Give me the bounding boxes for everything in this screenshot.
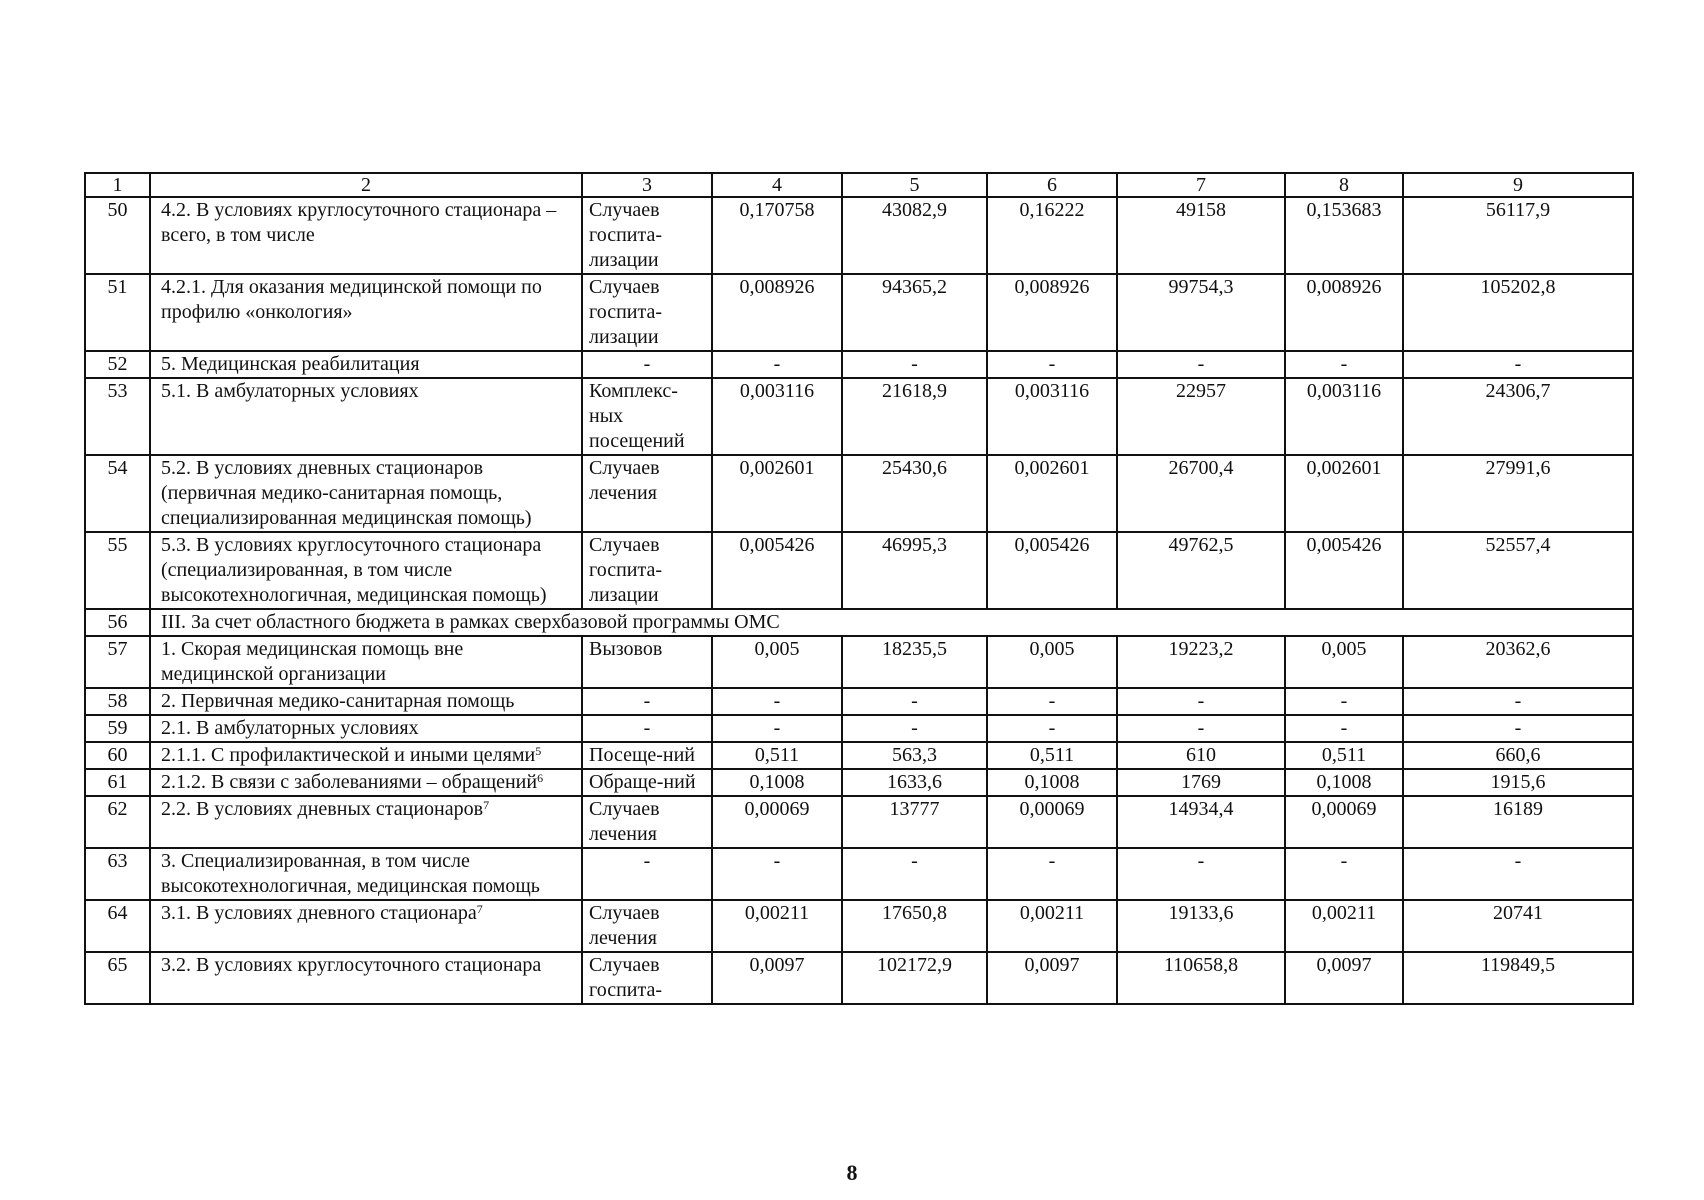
row-name-text: 2.1.2. В связи с заболеваниями – обращений <box>161 771 538 793</box>
row-number: 59 <box>85 715 150 742</box>
value-cell-col5: 17650,8 <box>842 900 987 952</box>
value-cell-col7: 99754,3 <box>1117 274 1285 351</box>
value-cell-col8: 0,511 <box>1285 742 1403 769</box>
row-number: 60 <box>85 742 150 769</box>
row-name-text: 3. Специализированная, в том числе высокотехнологичная, медицинская помощь <box>161 850 540 897</box>
row-number: 55 <box>85 532 150 609</box>
table-row <box>85 900 1633 952</box>
value-cell-col9: 56117,9 <box>1403 197 1633 274</box>
row-name-text: 5.3. В условиях круглосуточного стационара (специализированная, в том числе высокотехнологичная, медицинская помощь) <box>161 534 547 606</box>
value-cell-col5: - <box>842 351 987 378</box>
column-header-8: 8 <box>1285 173 1403 197</box>
value-cell-col8: 0,008926 <box>1285 274 1403 351</box>
value-cell-col4: 0,002601 <box>712 455 842 532</box>
footnote-marker: 7 <box>483 798 490 812</box>
value-cell-col4: 0,003116 <box>712 378 842 455</box>
table-row <box>85 769 1633 796</box>
value-cell-col7: - <box>1117 351 1285 378</box>
row-number: 57 <box>85 636 150 688</box>
value-cell-col6: 0,16222 <box>987 197 1117 274</box>
unit-cell: Случаев лечения <box>582 796 712 848</box>
value-cell-col5: 94365,2 <box>842 274 987 351</box>
column-header-1: 1 <box>85 173 150 197</box>
value-cell-col4: 0,005 <box>712 636 842 688</box>
table-body <box>85 173 1633 1004</box>
value-cell-col8: - <box>1285 848 1403 900</box>
row-name-text: 1. Скорая медицинская помощь вне медицинской организации <box>161 638 464 685</box>
value-cell-col8: 0,153683 <box>1285 197 1403 274</box>
row-number: 50 <box>85 197 150 274</box>
row-number: 56 <box>85 609 150 636</box>
row-name-text: 2.2. В условиях дневных стационаров <box>161 798 484 820</box>
value-cell-col9: - <box>1403 688 1633 715</box>
value-cell-col6: 0,511 <box>987 742 1117 769</box>
table-row <box>85 455 1633 532</box>
value-cell-col9: 20741 <box>1403 900 1633 952</box>
value-cell-col7: 49158 <box>1117 197 1285 274</box>
value-cell-col8: - <box>1285 688 1403 715</box>
row-name-text: 5.1. В амбулаторных условиях <box>161 380 419 402</box>
value-cell-col5: 102172,9 <box>842 952 987 1004</box>
value-cell-col9: - <box>1403 848 1633 900</box>
row-number: 58 <box>85 688 150 715</box>
row-name <box>150 715 582 742</box>
row-name <box>150 900 582 952</box>
unit-cell: - <box>582 351 712 378</box>
value-cell-col8: - <box>1285 351 1403 378</box>
page-number: 8 <box>846 1160 858 1185</box>
column-header-4: 4 <box>712 173 842 197</box>
footnote-marker: 7 <box>476 902 483 916</box>
row-number: 52 <box>85 351 150 378</box>
table-row <box>85 688 1633 715</box>
column-header-9: 9 <box>1403 173 1633 197</box>
value-cell-col9: 20362,6 <box>1403 636 1633 688</box>
section-heading: III. За счет областного бюджета в рамках сверхбазовой программы ОМС <box>150 609 1633 636</box>
unit-cell: Вызовов <box>582 636 712 688</box>
value-cell-col8: 0,1008 <box>1285 769 1403 796</box>
header-row <box>85 173 1633 197</box>
value-cell-col4: - <box>712 715 842 742</box>
value-cell-col5: - <box>842 688 987 715</box>
value-cell-col8: 0,0097 <box>1285 952 1403 1004</box>
column-header-7: 7 <box>1117 173 1285 197</box>
value-cell-col8: 0,005 <box>1285 636 1403 688</box>
row-name-text: 5. Медицинская реабилитация <box>161 353 420 375</box>
value-cell-col9: 660,6 <box>1403 742 1633 769</box>
unit-cell: Обраще-ний <box>582 769 712 796</box>
row-number: 63 <box>85 848 150 900</box>
unit-cell: - <box>582 848 712 900</box>
value-cell-col7: 19223,2 <box>1117 636 1285 688</box>
value-cell-col6: - <box>987 715 1117 742</box>
row-name <box>150 378 582 455</box>
value-cell-col5: 25430,6 <box>842 455 987 532</box>
table-row <box>85 532 1633 609</box>
column-header-6: 6 <box>987 173 1117 197</box>
row-name-text: 2. Первичная медико-санитарная помощь <box>161 690 515 712</box>
value-cell-col7: 610 <box>1117 742 1285 769</box>
value-cell-col8: 0,002601 <box>1285 455 1403 532</box>
value-cell-col8: 0,00211 <box>1285 900 1403 952</box>
value-cell-col7: - <box>1117 715 1285 742</box>
value-cell-col5: 1633,6 <box>842 769 987 796</box>
table-row <box>85 796 1633 848</box>
unit-cell: Случаев госпита-лизации <box>582 532 712 609</box>
value-cell-col7: 19133,6 <box>1117 900 1285 952</box>
value-cell-col6: 0,005 <box>987 636 1117 688</box>
row-name <box>150 688 582 715</box>
value-cell-col8: 0,00069 <box>1285 796 1403 848</box>
value-cell-col5: - <box>842 715 987 742</box>
value-cell-col9: - <box>1403 715 1633 742</box>
row-name-text: 3.2. В условиях круглосуточного стационара <box>161 954 542 976</box>
row-name-text: 2.1. В амбулаторных условиях <box>161 717 419 739</box>
table-row <box>85 636 1633 688</box>
value-cell-col5: 21618,9 <box>842 378 987 455</box>
value-cell-col5: 43082,9 <box>842 197 987 274</box>
value-cell-col4: 0,170758 <box>712 197 842 274</box>
value-cell-col4: 0,0097 <box>712 952 842 1004</box>
value-cell-col6: 0,00069 <box>987 796 1117 848</box>
value-cell-col6: 0,005426 <box>987 532 1117 609</box>
row-name-text: 3.1. В условиях дневного стационара <box>161 902 477 924</box>
footnote-marker: 5 <box>535 744 542 758</box>
value-cell-col8: 0,003116 <box>1285 378 1403 455</box>
value-cell-col6: 0,0097 <box>987 952 1117 1004</box>
unit-cell: Случаев лечения <box>582 455 712 532</box>
value-cell-col6: 0,008926 <box>987 274 1117 351</box>
unit-cell: - <box>582 688 712 715</box>
column-header-3: 3 <box>582 173 712 197</box>
row-number: 64 <box>85 900 150 952</box>
value-cell-col7: 49762,5 <box>1117 532 1285 609</box>
table-row <box>85 952 1633 1004</box>
value-cell-col7: 1769 <box>1117 769 1285 796</box>
row-name-text: 2.1.1. С профилактической и иными целями <box>161 744 536 766</box>
value-cell-col7: 22957 <box>1117 378 1285 455</box>
row-name-text: 4.2.1. Для оказания медицинской помощи по профилю «онкология» <box>161 276 542 323</box>
table-row <box>85 609 1633 636</box>
row-name <box>150 952 582 1004</box>
row-number: 53 <box>85 378 150 455</box>
row-name <box>150 455 582 532</box>
unit-cell: Случаев госпита-лизации <box>582 197 712 274</box>
value-cell-col4: 0,005426 <box>712 532 842 609</box>
value-cell-col4: - <box>712 688 842 715</box>
row-name <box>150 197 582 274</box>
value-cell-col6: - <box>987 688 1117 715</box>
table-row <box>85 197 1633 274</box>
value-cell-col9: - <box>1403 351 1633 378</box>
row-number: 65 <box>85 952 150 1004</box>
row-name <box>150 532 582 609</box>
row-name <box>150 274 582 351</box>
table-row <box>85 274 1633 351</box>
table-row <box>85 742 1633 769</box>
table-row <box>85 351 1633 378</box>
value-cell-col4: 0,1008 <box>712 769 842 796</box>
value-cell-col4: 0,00069 <box>712 796 842 848</box>
row-name <box>150 848 582 900</box>
value-cell-col4: 0,00211 <box>712 900 842 952</box>
value-cell-col4: 0,008926 <box>712 274 842 351</box>
table-row <box>85 378 1633 455</box>
row-name <box>150 636 582 688</box>
value-cell-col5: 13777 <box>842 796 987 848</box>
unit-cell: Случаев госпита-лизации <box>582 274 712 351</box>
value-cell-col9: 16189 <box>1403 796 1633 848</box>
value-cell-col6: - <box>987 848 1117 900</box>
row-name <box>150 742 582 769</box>
value-cell-col7: 14934,4 <box>1117 796 1285 848</box>
value-cell-col6: 0,00211 <box>987 900 1117 952</box>
value-cell-col9: 52557,4 <box>1403 532 1633 609</box>
column-header-2: 2 <box>150 173 582 197</box>
value-cell-col9: 1915,6 <box>1403 769 1633 796</box>
value-cell-col4: - <box>712 848 842 900</box>
row-name-text: 5.2. В условиях дневных стационаров (первичная медико-санитарная помощь, специализированная медицинская помощь) <box>161 457 532 529</box>
unit-cell: Случаев госпита- <box>582 952 712 1004</box>
value-cell-col6: 0,002601 <box>987 455 1117 532</box>
value-cell-col5: 563,3 <box>842 742 987 769</box>
row-number: 61 <box>85 769 150 796</box>
row-number: 54 <box>85 455 150 532</box>
table-row <box>85 848 1633 900</box>
value-cell-col6: - <box>987 351 1117 378</box>
row-name <box>150 769 582 796</box>
column-header-5: 5 <box>842 173 987 197</box>
value-cell-col8: 0,005426 <box>1285 532 1403 609</box>
row-number: 62 <box>85 796 150 848</box>
value-cell-col5: - <box>842 848 987 900</box>
unit-cell: Случаев лечения <box>582 900 712 952</box>
value-cell-col5: 18235,5 <box>842 636 987 688</box>
value-cell-col7: 110658,8 <box>1117 952 1285 1004</box>
value-cell-col8: - <box>1285 715 1403 742</box>
unit-cell: - <box>582 715 712 742</box>
footnote-marker: 6 <box>537 771 544 785</box>
unit-cell: Комплекс-ных посещений <box>582 378 712 455</box>
value-cell-col7: 26700,4 <box>1117 455 1285 532</box>
data-table <box>84 172 1634 1005</box>
value-cell-col6: 0,003116 <box>987 378 1117 455</box>
value-cell-col7: - <box>1117 688 1285 715</box>
value-cell-col6: 0,1008 <box>987 769 1117 796</box>
value-cell-col9: 27991,6 <box>1403 455 1633 532</box>
table-row <box>85 715 1633 742</box>
row-name <box>150 796 582 848</box>
value-cell-col9: 119849,5 <box>1403 952 1633 1004</box>
value-cell-col9: 105202,8 <box>1403 274 1633 351</box>
unit-cell: Посеще-ний <box>582 742 712 769</box>
value-cell-col5: 46995,3 <box>842 532 987 609</box>
value-cell-col7: - <box>1117 848 1285 900</box>
row-name <box>150 351 582 378</box>
row-name-text: 4.2. В условиях круглосуточного стационара – всего, в том числе <box>161 199 557 246</box>
value-cell-col9: 24306,7 <box>1403 378 1633 455</box>
value-cell-col4: - <box>712 351 842 378</box>
row-number: 51 <box>85 274 150 351</box>
value-cell-col4: 0,511 <box>712 742 842 769</box>
